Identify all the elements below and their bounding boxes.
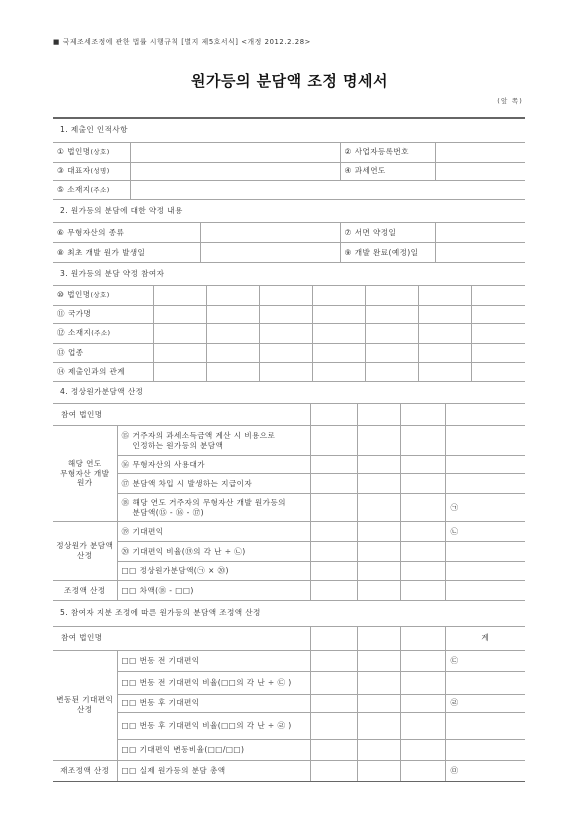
borrowing-interest-cell (310, 474, 357, 494)
deductible-share-cell (310, 426, 357, 456)
participant-address-cell (471, 323, 525, 343)
item-text: 번동 전 기대편익 (139, 655, 200, 665)
participant-country-cell (153, 305, 206, 323)
label-text: 법인명 (67, 290, 91, 300)
benefit-before-item (117, 650, 310, 671)
item-row (122, 431, 306, 451)
item-row (122, 766, 306, 776)
expected-benefit-cell (310, 522, 357, 542)
section-5-heading: 5. 참여자 지분 조정에 따른 원가등의 분담액 조정액 산정 (53, 601, 525, 626)
participant-industry-cell (365, 343, 418, 362)
difference-cell (357, 581, 400, 601)
item-text: 정상원가분담액(㉠ × ⑳) (139, 566, 229, 576)
label-sub: (상호) (90, 291, 110, 300)
section-4-heading: 4. 정상원가분담액 산정 (53, 382, 525, 404)
representative-value (130, 162, 340, 180)
item-row (122, 527, 306, 537)
business-reg-no-label (340, 142, 435, 162)
participant-industry-cell (153, 343, 206, 362)
normal-share-cell (357, 562, 400, 581)
item-number: ② (344, 147, 352, 157)
normal-share-cell (400, 562, 445, 581)
benefit-ratio-after-cell (445, 712, 525, 739)
participant-relation-cell (365, 362, 418, 381)
first-cost-date-value (200, 243, 340, 263)
label-sub: (주소) (91, 329, 111, 338)
participant-industry-label (53, 343, 153, 362)
label-text: 업종 (68, 347, 84, 357)
item-number: ⑦ (344, 227, 352, 237)
label-text: 사업자등록번호 (354, 147, 409, 157)
resident-share-cell (310, 494, 357, 522)
item-text: 번동 후 기대편익 (139, 698, 200, 708)
participant-industry-cell (259, 343, 312, 362)
participant-address-cell (312, 323, 365, 343)
item-number: ⑫ (57, 328, 65, 338)
item-number: ⑮ (121, 430, 130, 440)
item-row (122, 460, 306, 470)
benefit-before-cell (357, 650, 400, 671)
participant-name-cell (310, 626, 357, 650)
deductible-share-cell (357, 426, 400, 456)
borrowing-interest-cell (357, 474, 400, 494)
actual-total-share-cell (357, 760, 400, 781)
completion-date-value (435, 243, 525, 263)
benefit-after-cell (357, 694, 400, 712)
item-number: ⑨ (344, 247, 352, 257)
item-number: □□ (121, 655, 137, 665)
participant-name-cell (310, 404, 357, 426)
item-text: 번동 전 기대편익 비율(□□의 각 난 ÷ ㉢ ) (139, 677, 292, 687)
borrowing-interest-cell (445, 474, 525, 494)
section-3-heading: 3. 원가등의 분담 약정 참여자 (53, 263, 525, 285)
usage-fee-cell (445, 456, 525, 474)
item-number: □□ (121, 765, 137, 775)
benefit-change-ratio-cell (357, 739, 400, 760)
participant-corp-name-cell (418, 285, 471, 305)
resident-share-item (117, 494, 310, 522)
participant-relation-cell (471, 362, 525, 381)
participant-corp-name-cell (153, 285, 206, 305)
benefit-ratio-before-item (117, 671, 310, 694)
item-number: □□ (121, 585, 137, 595)
normal-share-group-label: 정상원가 분담액 산정 (53, 522, 117, 581)
asset-type-label (53, 223, 200, 243)
label-text: 무형자산의 종류 (67, 227, 125, 237)
participant-corp-name-cell (312, 285, 365, 305)
participant-industry-cell (206, 343, 259, 362)
participant-address-label (53, 323, 153, 343)
resident-share-cell (400, 494, 445, 522)
label-text: 국가명 (68, 309, 92, 319)
participant-address-cell (206, 323, 259, 343)
tax-year-label (340, 162, 435, 180)
participant-country-cell (259, 305, 312, 323)
benefit-ratio-cell (357, 542, 400, 562)
item-number: □□ (121, 698, 137, 708)
label-text: 서면 약정일 (354, 227, 397, 237)
participant-country-cell (365, 305, 418, 323)
label-text: 대표자 (67, 166, 91, 176)
benefit-ratio-after-item (117, 712, 310, 739)
difference-cell (310, 581, 357, 601)
actual-total-share-cell (310, 760, 357, 781)
item-text: 기대편익 변동비율(□□/□□) (139, 744, 245, 754)
participant-name-cell (357, 404, 400, 426)
item-number: ⑪ (57, 309, 65, 319)
usage-fee-cell (310, 456, 357, 474)
benefit-change-ratio-cell (445, 739, 525, 760)
participant-country-cell (471, 305, 525, 323)
adjustment-group-label: 조정액 산정 (53, 581, 117, 601)
item-number: ⑥ (57, 227, 65, 237)
item-row (122, 721, 306, 731)
participant-relation-cell (418, 362, 471, 381)
participant-address-cell (153, 323, 206, 343)
usage-fee-item (117, 456, 310, 474)
difference-item (117, 581, 310, 601)
participant-industry-cell (471, 343, 525, 362)
section-5-table (53, 601, 525, 782)
item-number: □□ (121, 566, 137, 576)
benefit-change-ratio-item (117, 739, 310, 760)
label-text: 제출인과의 관계 (68, 366, 125, 376)
participant-country-label (53, 305, 153, 323)
item-number: ③ (57, 166, 65, 176)
item-row (122, 698, 306, 708)
corp-name-value (130, 142, 340, 162)
expected-benefit-total-cell (445, 522, 525, 542)
changed-benefit-group-label: 변동된 기대편익 산정 (53, 650, 117, 760)
deductible-share-cell (400, 426, 445, 456)
resident-share-cell (357, 494, 400, 522)
representative-label (53, 162, 130, 180)
participant-corp-name-cell (259, 285, 312, 305)
participant-address-cell (365, 323, 418, 343)
participant-address-cell (418, 323, 471, 343)
item-number: ⑳ (121, 546, 130, 556)
agreement-date-label (340, 223, 435, 243)
normal-share-cell (310, 562, 357, 581)
asset-type-value (200, 223, 340, 243)
benefit-ratio-cell (445, 542, 525, 562)
item-number: ⑱ (121, 497, 130, 507)
actual-total-share-cell (400, 760, 445, 781)
first-cost-date-label (53, 243, 200, 263)
participant-relation-label (53, 362, 153, 381)
address-label (53, 180, 130, 199)
item-number: ⑲ (121, 526, 130, 536)
participant-name-label: 참여 법인명 (53, 626, 310, 650)
total-mark: ㉡ (450, 526, 459, 536)
deductible-share-item (117, 426, 310, 456)
total-mark: ㉤ (450, 765, 459, 775)
participant-industry-cell (418, 343, 471, 362)
corp-name-label (53, 142, 130, 162)
item-row (122, 566, 306, 576)
item-number: ⑯ (121, 459, 130, 469)
benefit-ratio-after-cell (357, 712, 400, 739)
benefit-before-cell (310, 650, 357, 671)
benefit-after-cell (310, 694, 357, 712)
difference-cell (445, 581, 525, 601)
participant-country-cell (206, 305, 259, 323)
item-number: □□ (121, 720, 137, 730)
page-side-label: (앞 쪽) (497, 97, 523, 105)
participant-corp-name-cell (365, 285, 418, 305)
item-row (122, 745, 306, 755)
expected-benefit-item (117, 522, 310, 542)
completion-date-label (340, 243, 435, 263)
section-1-table (53, 119, 525, 200)
item-text: 기대편익 비율(⑲의 각 난 ÷ ㉡) (132, 546, 246, 556)
label-text: 최초 개발 원가 발생일 (67, 247, 146, 257)
participant-corp-name-label (53, 285, 153, 305)
total-mark: ㉢ (450, 655, 459, 665)
item-text: 차액(⑱ - □□) (139, 585, 194, 595)
participant-relation-cell (206, 362, 259, 381)
section-2-heading: 2. 원가등의 분담에 대한 약정 내용 (53, 200, 525, 223)
business-reg-no-value (435, 142, 525, 162)
item-text: 기대편익 (132, 526, 164, 536)
section-2-table (53, 200, 525, 264)
tax-year-value (435, 162, 525, 180)
benefit-before-total-cell (445, 650, 525, 671)
benefit-after-total-cell (445, 694, 525, 712)
usage-fee-cell (400, 456, 445, 474)
expected-benefit-cell (400, 522, 445, 542)
item-number: ⑰ (121, 478, 130, 488)
borrowing-interest-item (117, 474, 310, 494)
usage-fee-cell (357, 456, 400, 474)
item-number: ⑤ (57, 184, 65, 194)
participant-relation-cell (259, 362, 312, 381)
readjustment-group-label: 재조정액 산정 (53, 760, 117, 781)
label-text: 개발 완료(예정)일 (354, 247, 419, 257)
item-number: □□ (121, 677, 137, 687)
item-text: 번동 후 기대편익 비율(□□의 각 난 ÷ ㉣ ) (139, 720, 292, 730)
item-number: □□ (121, 744, 137, 754)
item-number: ⑭ (57, 366, 65, 376)
dev-cost-group-label: 해당 연도 무형자산 개발 원가 (53, 426, 117, 522)
item-row (122, 678, 306, 688)
benefit-ratio-before-cell (310, 671, 357, 694)
item-row (122, 498, 306, 518)
total-mark: ㉠ (450, 502, 459, 512)
participant-corp-name-cell (471, 285, 525, 305)
normal-share-cell (445, 562, 525, 581)
participant-name-label: 참여 법인명 (53, 404, 310, 426)
participant-name-cell (400, 626, 445, 650)
total-column-header: 계 (445, 626, 525, 650)
label-text: 소재지 (68, 328, 92, 338)
participant-name-cell (445, 404, 525, 426)
form-table (53, 117, 525, 782)
benefit-change-ratio-cell (310, 739, 357, 760)
label-sub: (성명) (90, 167, 110, 176)
participant-country-cell (418, 305, 471, 323)
item-row (122, 656, 306, 666)
benefit-ratio-cell (310, 542, 357, 562)
regulation-reference: ■ 국제조세조정에 관한 법률 시행규칙 [별지 제5호서식] <개정 2012.2.28> (53, 38, 311, 46)
participant-name-cell (400, 404, 445, 426)
benefit-ratio-before-cell (357, 671, 400, 694)
benefit-ratio-cell (400, 542, 445, 562)
benefit-ratio-before-cell (400, 671, 445, 694)
item-text: 실제 원가등의 분담 총액 (139, 765, 226, 775)
item-row (122, 547, 306, 557)
normal-share-item (117, 562, 310, 581)
total-mark: ㉣ (450, 698, 459, 708)
section-4-table (53, 382, 525, 602)
form-title: 원가등의 분담액 조정 명세서 (190, 72, 389, 90)
benefit-ratio-after-cell (310, 712, 357, 739)
benefit-ratio-item (117, 542, 310, 562)
label-sub: (주소) (90, 185, 110, 194)
benefit-after-cell (400, 694, 445, 712)
difference-cell (400, 581, 445, 601)
deductible-share-cell (445, 426, 525, 456)
participant-relation-cell (153, 362, 206, 381)
label-text: 과세연도 (354, 166, 386, 176)
item-text: 분담액 차입 시 발생하는 지급이자 (132, 478, 253, 488)
label-text: 법인명 (67, 147, 91, 157)
benefit-change-ratio-cell (400, 739, 445, 760)
item-number: ④ (344, 166, 352, 176)
benefit-after-item (117, 694, 310, 712)
item-text: 거주자의 과세소득금액 계산 시 비용으로 인정하는 원가등의 분담액 (132, 430, 276, 450)
item-text: 무형자산의 사용대가 (132, 459, 205, 469)
benefit-ratio-after-cell (400, 712, 445, 739)
benefit-ratio-before-cell (445, 671, 525, 694)
expected-benefit-cell (357, 522, 400, 542)
item-text: 해당 연도 거주자의 무형자산 개발 원가등의 분담액(⑮ - ⑯ - ⑰) (132, 497, 286, 517)
item-number: ⑬ (57, 347, 65, 357)
label-text: 소재지 (67, 184, 91, 194)
item-number: ⑧ (57, 247, 65, 257)
participant-address-cell (259, 323, 312, 343)
label-sub: (상호) (90, 148, 110, 157)
item-row (122, 586, 306, 596)
benefit-before-cell (400, 650, 445, 671)
participant-corp-name-cell (206, 285, 259, 305)
actual-total-share-total-cell (445, 760, 525, 781)
item-number: ① (57, 147, 65, 157)
participant-country-cell (312, 305, 365, 323)
address-value (130, 180, 525, 199)
section-1-heading: 1. 제출인 인적사항 (53, 119, 525, 142)
participant-relation-cell (312, 362, 365, 381)
actual-total-share-item (117, 760, 310, 781)
section-3-table (53, 263, 525, 382)
resident-share-total-cell (445, 494, 525, 522)
participant-industry-cell (312, 343, 365, 362)
participant-name-cell (357, 626, 400, 650)
borrowing-interest-cell (400, 474, 445, 494)
agreement-date-value (435, 223, 525, 243)
item-number: ⑩ (57, 290, 65, 300)
item-row (122, 479, 306, 489)
